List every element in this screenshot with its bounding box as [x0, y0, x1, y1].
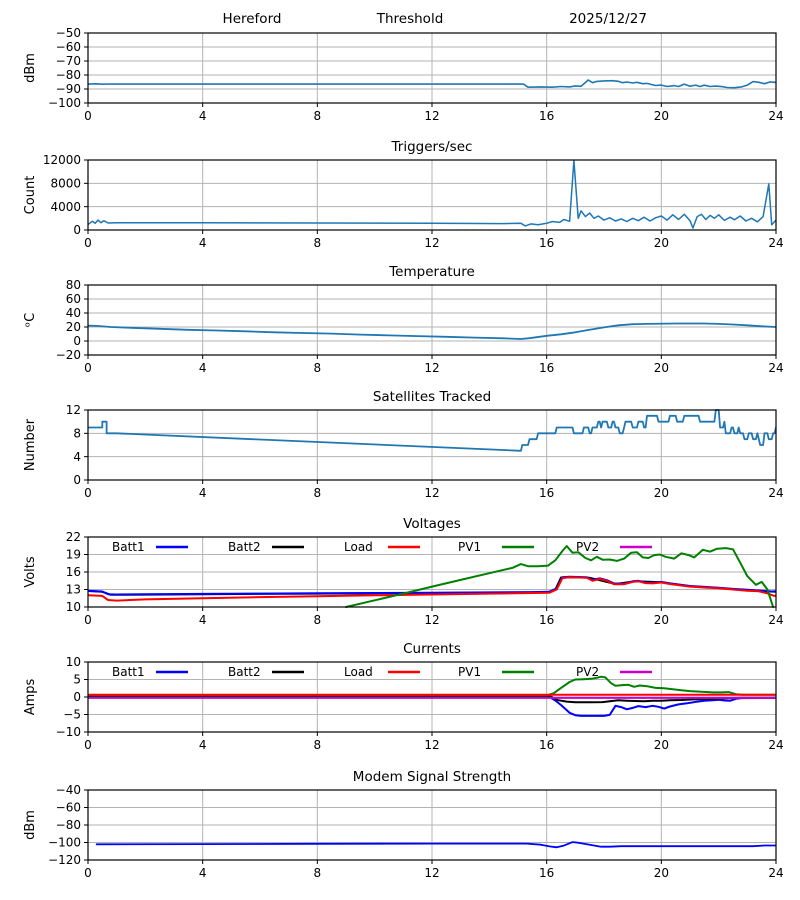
svg-text:−5: −5	[63, 707, 81, 722]
svg-text:8: 8	[313, 738, 322, 752]
svg-text:4: 4	[198, 613, 207, 627]
svg-text:24: 24	[768, 613, 784, 627]
svg-text:16: 16	[539, 109, 555, 123]
svg-text:0: 0	[84, 236, 92, 250]
svg-text:8: 8	[313, 613, 322, 627]
svg-text:−60: −60	[55, 800, 81, 815]
svg-text:16: 16	[539, 236, 555, 250]
svg-text:12: 12	[424, 613, 440, 627]
y-axis-label: dBm	[23, 810, 38, 840]
svg-text:0: 0	[84, 486, 92, 500]
legend-label-load: Load	[344, 540, 373, 554]
svg-text:12: 12	[424, 361, 440, 375]
currents-plot	[0, 655, 800, 756]
svg-text:4000: 4000	[50, 199, 81, 214]
svg-text:16: 16	[539, 486, 555, 500]
svg-text:60: 60	[65, 292, 81, 307]
svg-text:4: 4	[198, 738, 207, 752]
svg-text:8: 8	[313, 866, 322, 880]
svg-text:0: 0	[73, 690, 81, 705]
legend-label-pv1: PV1	[458, 540, 482, 554]
y-axis-label: Volts	[23, 556, 38, 588]
svg-text:8: 8	[313, 361, 322, 375]
svg-text:20: 20	[653, 866, 669, 880]
svg-text:24: 24	[768, 866, 784, 880]
svg-text:−50: −50	[55, 26, 81, 41]
svg-text:−70: −70	[55, 54, 81, 69]
svg-text:20: 20	[653, 486, 669, 500]
svg-text:12: 12	[424, 486, 440, 500]
svg-text:4: 4	[198, 866, 207, 880]
legend-label-pv2: PV2	[576, 540, 600, 554]
svg-text:19: 19	[65, 547, 81, 562]
svg-text:16: 16	[65, 565, 81, 580]
legend-label-load: Load	[344, 665, 373, 679]
legend-label-batt2: Batt2	[228, 540, 261, 554]
svg-text:12: 12	[424, 236, 440, 250]
panel-title: Voltages	[403, 516, 461, 532]
panel-title: Currents	[403, 641, 461, 657]
svg-text:−40: −40	[55, 783, 81, 798]
svg-text:0: 0	[84, 613, 92, 627]
svg-text:5: 5	[73, 672, 81, 687]
legend-label-pv2: PV2	[576, 665, 600, 679]
svg-text:0: 0	[84, 109, 92, 123]
svg-text:8: 8	[313, 486, 322, 500]
svg-text:8: 8	[73, 426, 81, 441]
legend-label-batt1: Batt1	[112, 665, 145, 679]
temperature-plot	[0, 278, 800, 379]
legend-label-batt2: Batt2	[228, 665, 261, 679]
legend-label-batt1: Batt1	[112, 540, 145, 554]
svg-text:24: 24	[768, 361, 784, 375]
svg-text:20: 20	[653, 613, 669, 627]
plot-date: 2025/12/27	[569, 11, 647, 27]
plot-name: Threshold	[376, 11, 444, 27]
svg-text:4: 4	[198, 486, 207, 500]
svg-text:4: 4	[198, 109, 207, 123]
series-pv1	[346, 546, 773, 607]
panel-title: Temperature	[389, 264, 475, 280]
svg-text:12000: 12000	[42, 153, 81, 168]
svg-text:−60: −60	[55, 40, 81, 55]
svg-text:24: 24	[768, 738, 784, 752]
svg-text:12: 12	[424, 738, 440, 752]
svg-text:−80: −80	[55, 818, 81, 833]
satellites-plot	[0, 403, 800, 504]
svg-text:20: 20	[653, 738, 669, 752]
svg-text:24: 24	[768, 486, 784, 500]
svg-text:−100: −100	[48, 96, 81, 111]
station-name: Hereford	[222, 11, 282, 27]
svg-text:0: 0	[73, 223, 81, 238]
svg-text:0: 0	[84, 361, 92, 375]
panel-title: Satellites Tracked	[372, 389, 492, 405]
voltages-plot	[0, 530, 800, 631]
svg-text:−10: −10	[55, 725, 81, 740]
svg-text:24: 24	[768, 109, 784, 123]
y-axis-label: Number	[23, 418, 38, 472]
svg-text:0: 0	[73, 334, 81, 349]
svg-text:−90: −90	[55, 82, 81, 97]
panel-title	[88, 7, 776, 33]
svg-text:4: 4	[198, 361, 207, 375]
svg-text:4: 4	[73, 449, 81, 464]
y-axis-label: ᵒC	[23, 312, 38, 328]
svg-text:−80: −80	[55, 68, 81, 83]
svg-text:40: 40	[65, 306, 81, 321]
svg-text:16: 16	[539, 613, 555, 627]
svg-text:0: 0	[84, 738, 92, 752]
svg-text:16: 16	[539, 866, 555, 880]
triggers-plot	[0, 153, 800, 254]
svg-text:24: 24	[768, 236, 784, 250]
panel-title: Triggers/sec	[391, 139, 473, 155]
svg-text:20: 20	[653, 109, 669, 123]
svg-text:10: 10	[65, 600, 81, 615]
svg-text:16: 16	[539, 738, 555, 752]
y-axis-label: dBm	[23, 53, 38, 83]
svg-text:13: 13	[65, 582, 81, 597]
svg-text:22: 22	[65, 530, 81, 545]
svg-text:0: 0	[84, 866, 92, 880]
svg-text:0: 0	[73, 473, 81, 488]
svg-text:−20: −20	[55, 348, 81, 363]
panel-title: Modem Signal Strength	[352, 769, 512, 785]
svg-text:8: 8	[313, 109, 322, 123]
threshold-plot	[0, 26, 800, 127]
svg-text:16: 16	[539, 361, 555, 375]
svg-text:10: 10	[65, 655, 81, 670]
svg-text:−100: −100	[48, 835, 81, 850]
svg-text:20: 20	[653, 236, 669, 250]
legend-label-pv1: PV1	[458, 665, 482, 679]
svg-text:20: 20	[65, 320, 81, 335]
svg-text:4: 4	[198, 236, 207, 250]
svg-text:8: 8	[313, 236, 322, 250]
svg-text:12: 12	[424, 109, 440, 123]
svg-text:12: 12	[424, 866, 440, 880]
y-axis-label: Amps	[23, 678, 38, 716]
svg-text:8000: 8000	[50, 176, 81, 191]
svg-text:−120: −120	[48, 853, 81, 868]
svg-text:20: 20	[653, 361, 669, 375]
svg-text:12: 12	[65, 403, 81, 418]
modem-plot	[0, 783, 800, 884]
y-axis-label: Count	[23, 175, 38, 215]
svg-text:80: 80	[65, 278, 81, 293]
